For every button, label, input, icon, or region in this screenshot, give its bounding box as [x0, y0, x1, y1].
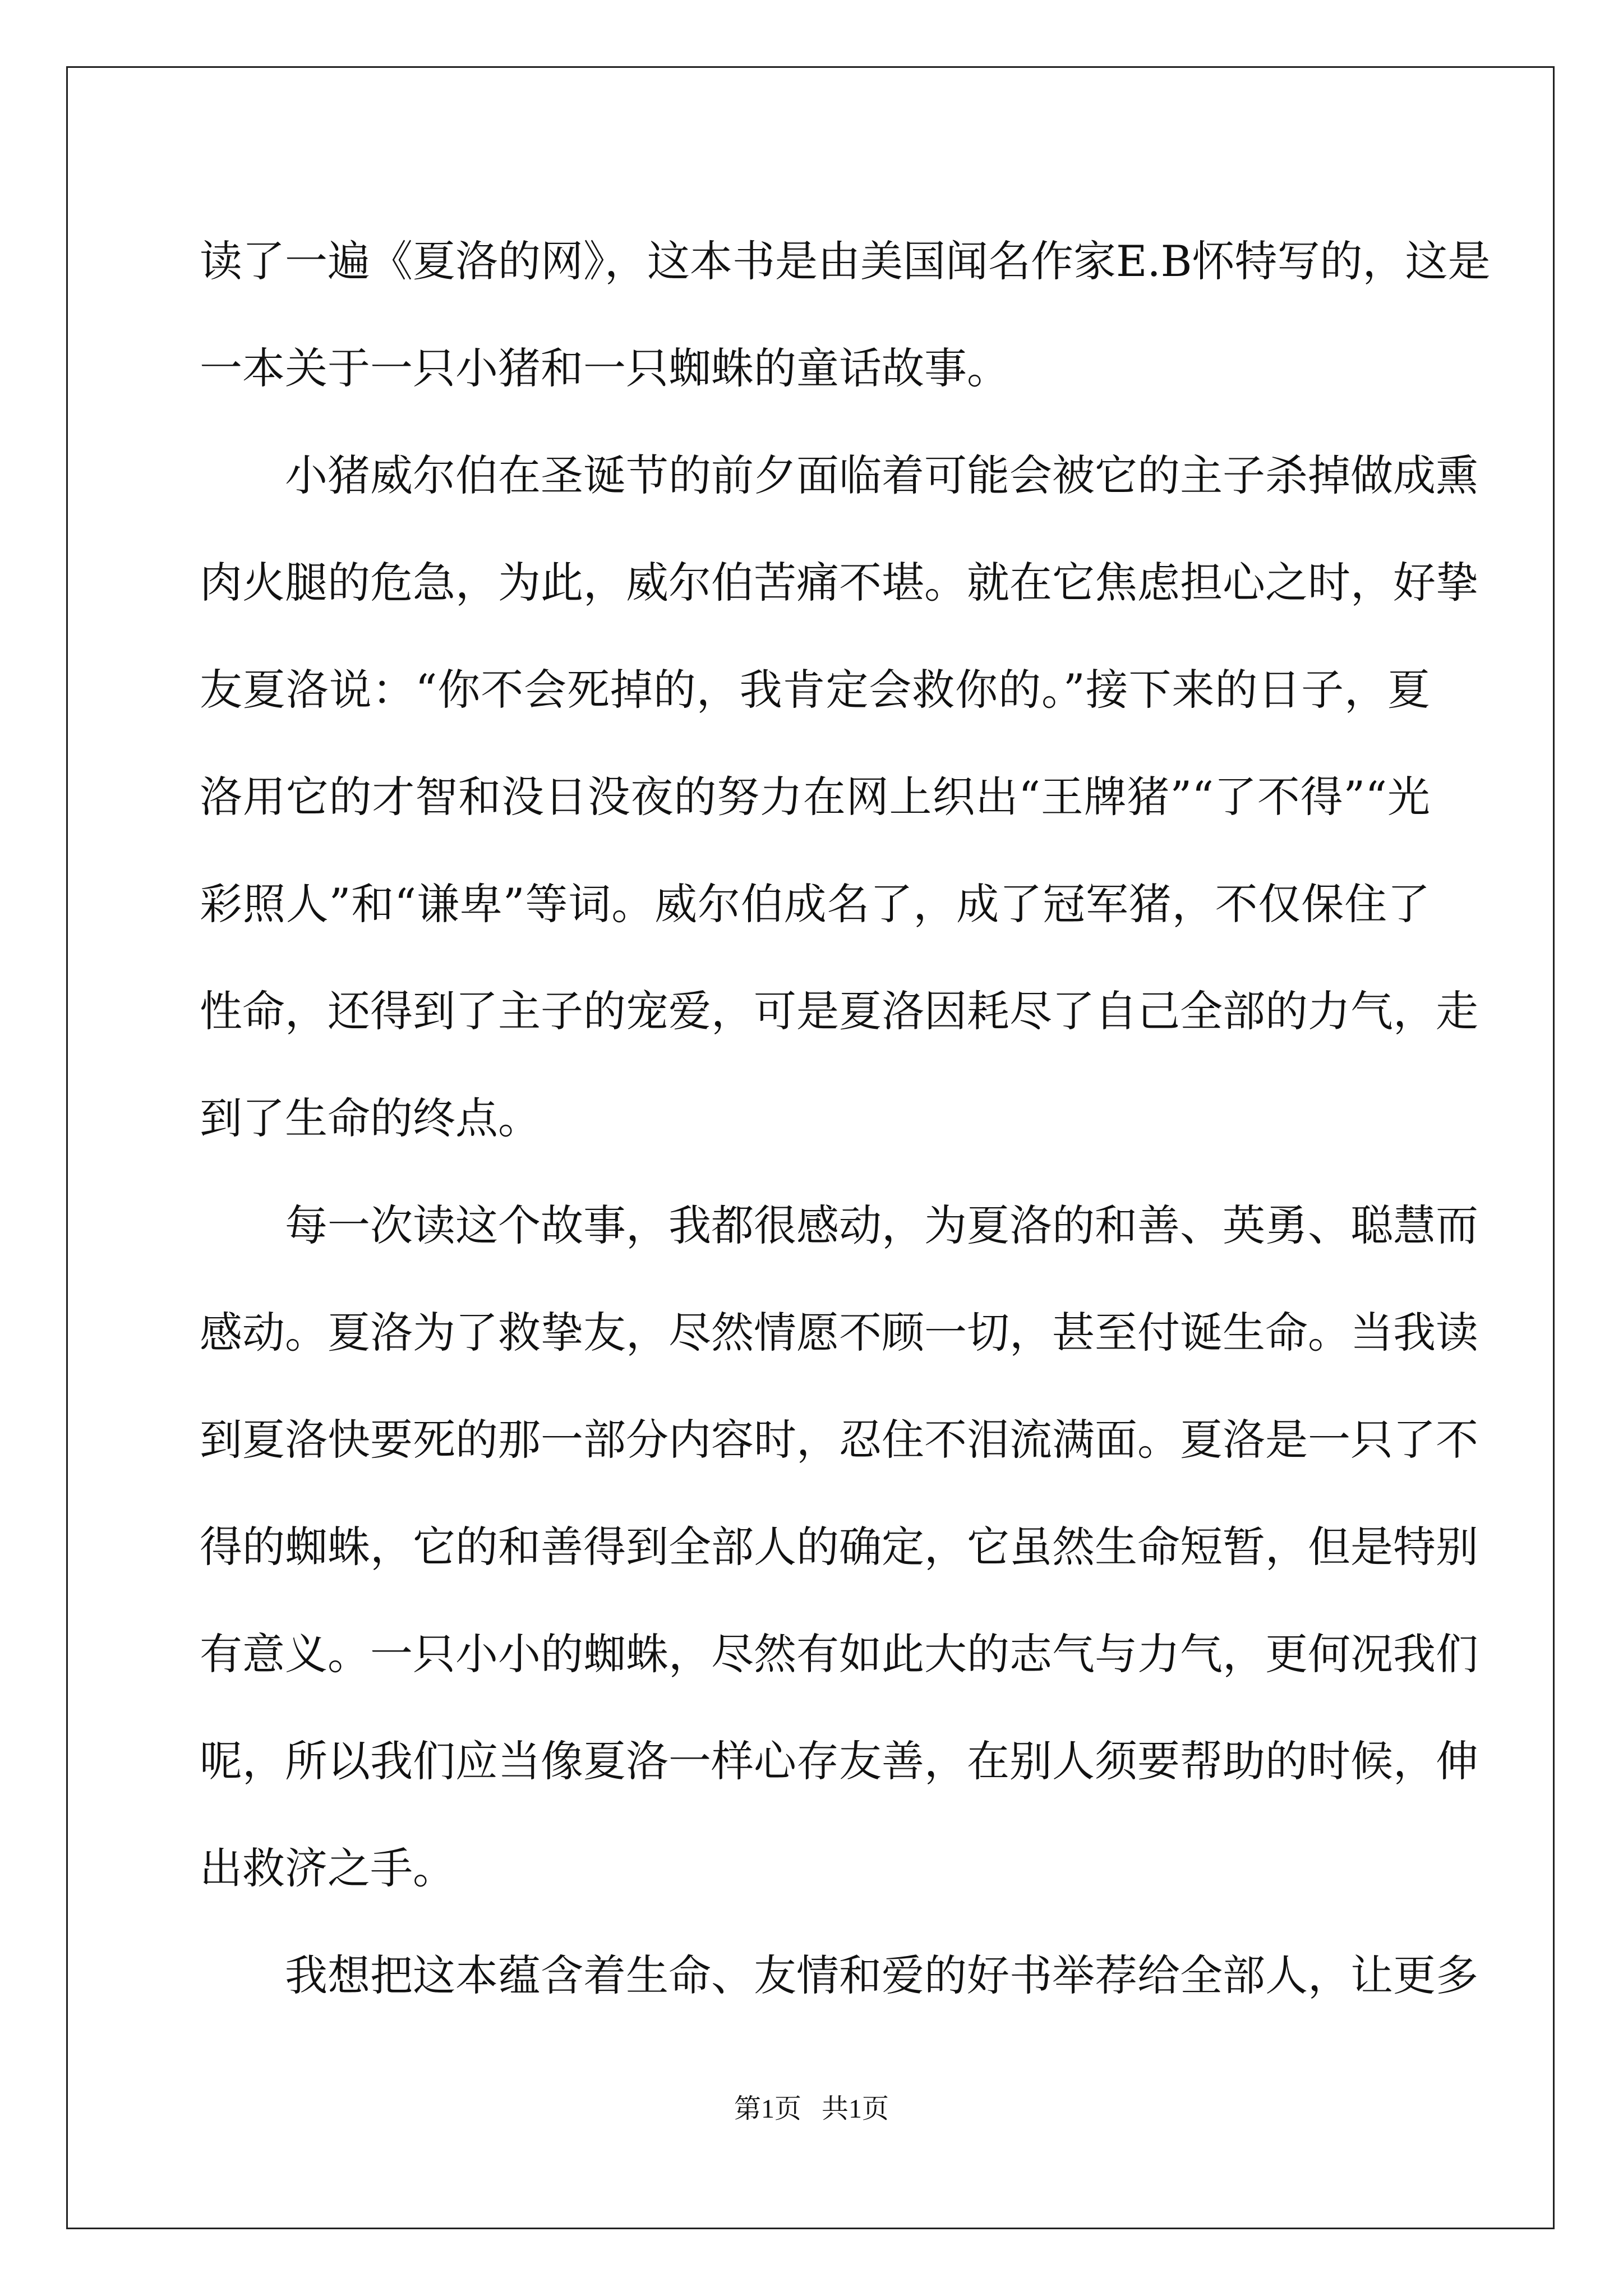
page-number-footer: 第1页 共1页	[734, 2094, 889, 2124]
text-line: 读了一遍《夏洛的网》，这本书是由美国闻名作家E.B怀特写的，这是	[200, 236, 1491, 286]
text-line: 肉火腿的危急，为此，威尔伯苦痛不堪。就在它焦虑担心之时，好挚	[200, 558, 1478, 608]
text-line: 感动。夏洛为了救挚友，尽然情愿不顾一切，甚至付诞生命。当我读	[200, 1308, 1478, 1358]
text-line: 一本关于一只小猪和一只蜘蛛的童话故事。	[200, 343, 1009, 393]
paragraph-start-line: 我想把这本蕴含着生命、友情和爱的好书举荐给全部人，让更多	[285, 1950, 1478, 2000]
text-line: 出救济之手。	[200, 1843, 455, 1893]
text-line: 洛用它的才智和没日没夜的努力在网上织出“王牌猪”“了不得”“光	[200, 772, 1430, 822]
text-line: 到夏洛快要死的那一部分内容时，忍住不泪流满面。夏洛是一只了不	[200, 1415, 1478, 1465]
text-line: 有意义。一只小小的蜘蛛，尽然有如此大的志气与力气，更何况我们	[200, 1629, 1478, 1679]
text-line: 到了生命的终点。	[200, 1093, 541, 1143]
document-body	[200, 208, 1491, 2029]
paragraph-start-line: 小猪威尔伯在圣诞节的前夕面临着可能会被它的主子杀掉做成熏	[285, 450, 1478, 500]
paragraph-start-line: 每一次读这个故事，我都很感动，为夏洛的和善、英勇、聪慧而	[285, 1200, 1478, 1250]
text-line: 呢，所以我们应当像夏洛一样心存友善，在别人须要帮助的时候，伸	[200, 1736, 1478, 1786]
text-line: 友夏洛说：“你不会死掉的，我肯定会救你的。”接下来的日子，夏	[200, 665, 1430, 715]
text-line: 性命，还得到了主子的宠爱，可是夏洛因耗尽了自己全部的力气，走	[200, 986, 1478, 1036]
text-line: 得的蜘蛛，它的和善得到全部人的确定，它虽然生命短暂，但是特别	[200, 1522, 1478, 1572]
text-line: 彩照人”和“谦卑”等词。威尔伯成名了，成了冠军猪，不仅保住了	[200, 879, 1430, 929]
